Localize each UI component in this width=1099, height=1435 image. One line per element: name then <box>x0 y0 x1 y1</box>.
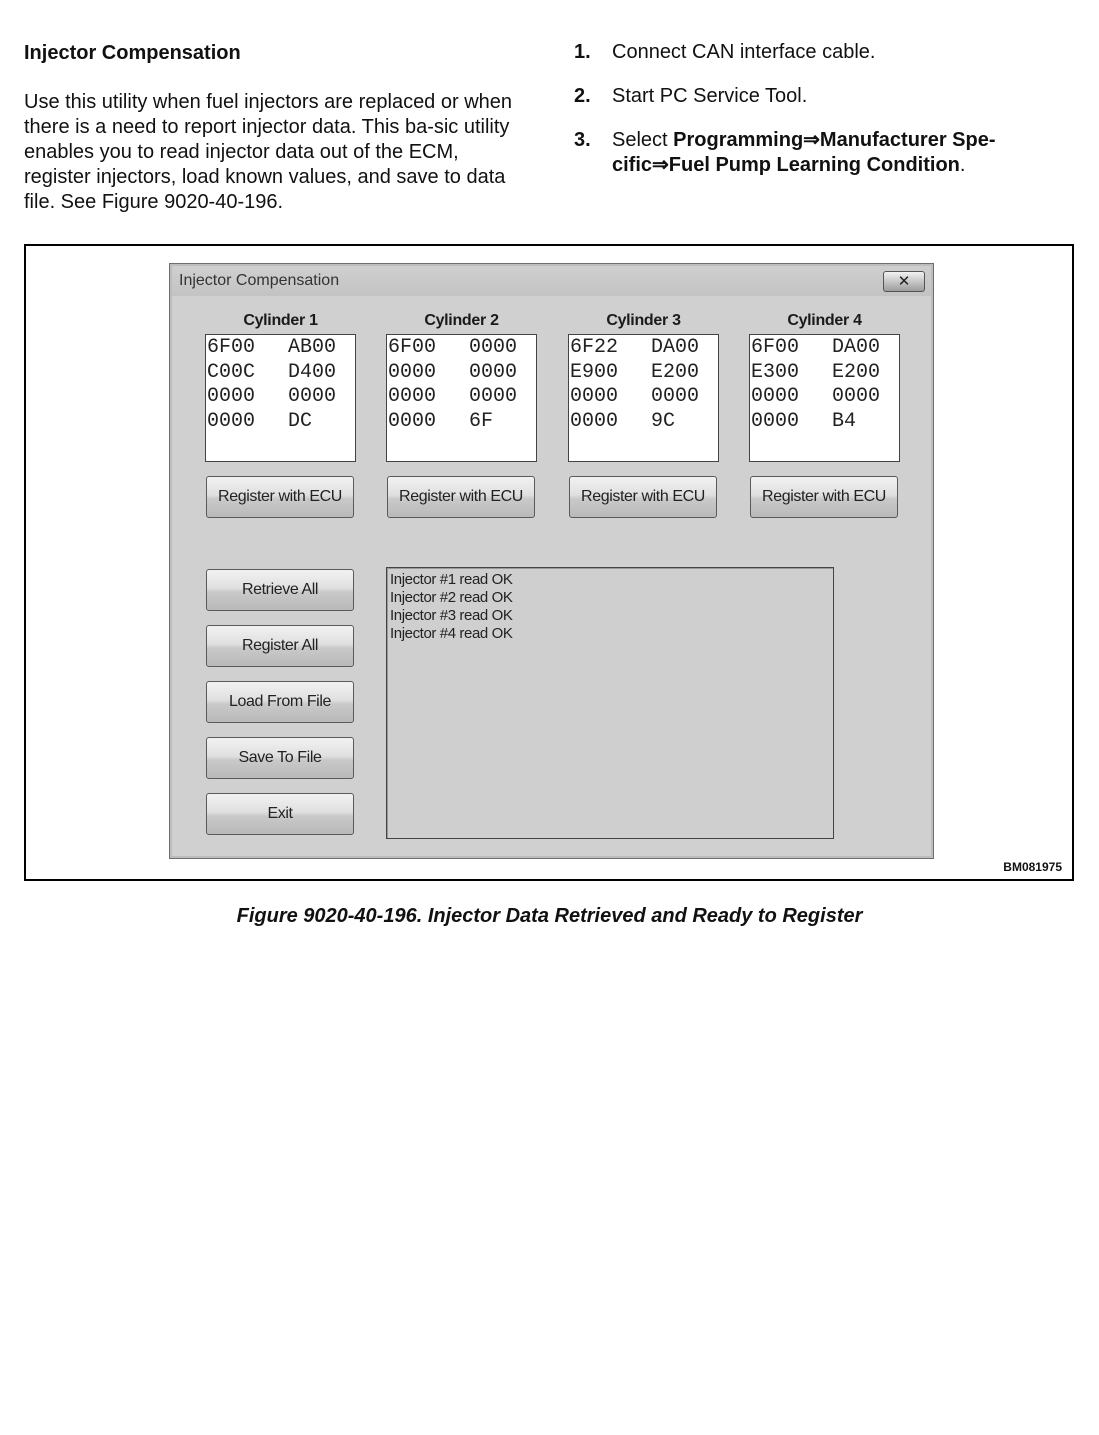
log-line: Injector #4 read OK <box>390 625 513 642</box>
cylinder-data-box[interactable] <box>386 334 537 462</box>
cylinder-label: Cylinder 3 <box>606 312 681 329</box>
register-cylinder-4-button[interactable]: Register with ECU <box>750 476 898 518</box>
register-cylinder-1-button[interactable]: Register with ECU <box>206 476 354 518</box>
step-text-suffix: . <box>959 154 966 176</box>
steps-list <box>574 40 1034 197</box>
step-number: 3. <box>574 129 591 151</box>
window-title: Injector Compensation <box>179 272 340 289</box>
step-1 <box>574 40 1034 65</box>
step-number: 1. <box>574 41 591 63</box>
register-all-button[interactable]: Register All <box>206 625 354 667</box>
close-icon: ✕ <box>897 273 911 290</box>
hex-row: 0000 B4 <box>751 409 857 433</box>
cylinder-1-panel <box>205 312 356 462</box>
window-titlebar[interactable] <box>172 266 931 296</box>
step-3 <box>574 128 1034 178</box>
step-text: Connect CAN interface cable. <box>612 41 876 63</box>
menu-path: Programming⇒Manufacturer Spe-cific⇒Fuel Pump Learning Condition <box>612 129 996 176</box>
hex-row: 0000 9C <box>570 409 676 433</box>
status-log[interactable] <box>386 567 834 839</box>
close-button[interactable] <box>883 271 925 292</box>
register-cylinder-3-button[interactable]: Register with ECU <box>569 476 717 518</box>
log-line: Injector #3 read OK <box>390 607 513 624</box>
cylinder-3-panel <box>568 312 719 462</box>
figure-frame <box>24 244 1074 881</box>
cylinder-label: Cylinder 4 <box>787 312 862 329</box>
figure-caption: Figure 9020-40-196. Injector Data Retrieved and Ready to Register <box>236 905 863 927</box>
hex-row: 0000 0000 <box>570 385 700 408</box>
hex-row: E300 E200 <box>751 360 881 384</box>
retrieve-all-button[interactable]: Retrieve All <box>206 569 354 611</box>
step-text: Start PC Service Tool. <box>612 85 808 107</box>
exit-button[interactable]: Exit <box>206 793 354 835</box>
hex-row: 0000 DC <box>207 409 313 433</box>
cylinder-2-panel <box>386 312 537 462</box>
hex-row: 0000 0000 <box>388 385 518 408</box>
load-from-file-button[interactable]: Load From File <box>206 681 354 723</box>
hex-row: 6F00 DA00 <box>751 336 881 359</box>
injector-compensation-window <box>169 263 934 859</box>
hex-row: 0000 0000 <box>207 385 337 408</box>
hex-row: 6F00 0000 <box>388 336 518 359</box>
cylinder-data-box[interactable] <box>568 334 719 462</box>
hex-row: 6F22 DA00 <box>570 336 700 359</box>
register-cylinder-2-button[interactable]: Register with ECU <box>387 476 535 518</box>
cylinder-data-box[interactable] <box>205 334 356 462</box>
log-line: Injector #1 read OK <box>390 571 513 588</box>
step-text-prefix: Select <box>612 129 674 151</box>
log-line: Injector #2 read OK <box>390 589 513 606</box>
hex-row: 0000 6F <box>388 409 494 433</box>
cylinder-label: Cylinder 2 <box>424 312 499 329</box>
hex-row: E900 E200 <box>570 360 700 384</box>
step-number: 2. <box>574 85 591 107</box>
save-to-file-button[interactable]: Save To File <box>206 737 354 779</box>
hex-row: 0000 0000 <box>388 360 518 384</box>
step-2 <box>574 84 1034 109</box>
cylinder-label: Cylinder 1 <box>243 312 318 329</box>
hex-row: 6F00 AB00 <box>207 336 337 359</box>
hex-row: C00C D400 <box>207 360 337 384</box>
figure-id: BM081975 <box>1003 860 1062 874</box>
hex-row: 0000 0000 <box>751 385 881 408</box>
intro-paragraph: Use this utility when fuel injectors are replaced or when there is a need to report injector data. This ba-sic utility enables you to read injector data out of the ECM, register injectors, load known values, and save to data file. See Figure 9020-40-196. <box>24 91 513 213</box>
cylinder-4-panel <box>749 312 900 462</box>
section-title: Injector Compensation <box>24 42 241 64</box>
intro-column <box>24 40 524 215</box>
cylinder-data-box[interactable] <box>749 334 900 462</box>
